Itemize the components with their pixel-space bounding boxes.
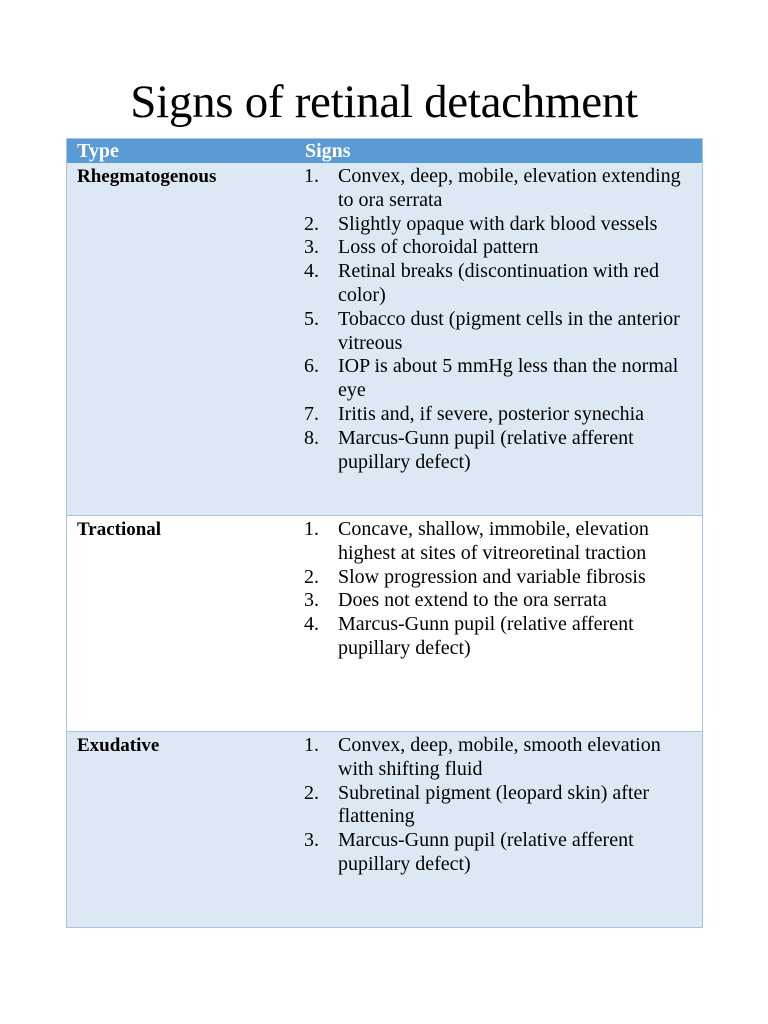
- type-cell-rhegmatogenous: Rhegmatogenous: [77, 166, 217, 187]
- header-type: Type: [77, 140, 119, 162]
- sign-text: Tobacco dust (pigment cells in the anterior vitreous: [338, 307, 680, 354]
- sign-item: [304, 308, 696, 356]
- sign-text: Slightly opaque with dark blood vessels: [338, 212, 658, 235]
- sign-item: [304, 518, 696, 566]
- signs-list-exudative: [304, 734, 696, 877]
- sign-number: 4.: [304, 260, 319, 283]
- sign-text: Loss of choroidal pattern: [338, 236, 539, 259]
- signs-list-tractional: [304, 518, 696, 661]
- sign-text: Subretinal pigment (leopard skin) after flattening: [338, 781, 650, 828]
- header-signs: Signs: [305, 140, 351, 162]
- sign-item: [304, 734, 696, 782]
- table-row-tractional: [67, 515, 702, 731]
- sign-number: 6.: [304, 355, 319, 378]
- sign-item: [304, 613, 696, 661]
- sign-item: [304, 566, 696, 590]
- type-cell-exudative: Exudative: [77, 735, 160, 756]
- page-title: Signs of retinal detachment: [130, 76, 638, 128]
- sign-item: [304, 165, 696, 213]
- table-header-row: [67, 139, 702, 163]
- sign-number: 3.: [304, 236, 319, 259]
- sign-item: [304, 355, 696, 403]
- sign-number: 1.: [304, 734, 319, 756]
- sign-number: 2.: [304, 212, 319, 235]
- sign-number: 2.: [304, 781, 319, 804]
- sign-item: [304, 427, 696, 475]
- table-row-rhegmatogenous: [67, 163, 702, 515]
- sign-text: Convex, deep, mobile, smooth elevation with shifting fluid: [338, 734, 661, 780]
- sign-number: 1.: [304, 518, 319, 540]
- sign-text: Does not extend to the ora serrata: [338, 589, 607, 612]
- sign-text: Slow progression and variable fibrosis: [338, 565, 646, 588]
- sign-text: Convex, deep, mobile, elevation extending to ora serrata: [338, 165, 681, 211]
- sign-number: 3.: [304, 589, 319, 612]
- sign-text: Concave, shallow, immobile, elevation highest at sites of vitreoretinal traction: [338, 518, 649, 564]
- sign-number: 7.: [304, 402, 319, 425]
- signs-list-rhegmatogenous: [304, 165, 696, 474]
- sign-number: 4.: [304, 613, 319, 636]
- sign-item: [304, 260, 696, 308]
- signs-table: [66, 138, 703, 928]
- sign-text: Retinal breaks (discontinuation with red color): [338, 260, 660, 306]
- sign-item: [304, 213, 696, 237]
- sign-number: 3.: [304, 829, 319, 852]
- sign-number: 8.: [304, 426, 319, 449]
- sign-number: 1.: [304, 165, 319, 187]
- sign-number: 2.: [304, 565, 319, 588]
- sign-text: Marcus-Gunn pupil (relative afferent pupillary defect): [338, 829, 634, 875]
- sign-text: Marcus-Gunn pupil (relative afferent pupillary defect): [338, 426, 634, 473]
- sign-number: 5.: [304, 307, 319, 330]
- sign-item: [304, 782, 696, 830]
- sign-item: [304, 589, 696, 613]
- sign-text: IOP is about 5 mmHg less than the normal eye: [338, 355, 679, 402]
- sign-item: [304, 236, 696, 260]
- table-row-exudative: [67, 731, 702, 927]
- sign-item: [304, 829, 696, 877]
- sign-text: Marcus-Gunn pupil (relative afferent pupillary defect): [338, 613, 634, 659]
- sign-item: [304, 403, 696, 427]
- sign-text: Iritis and, if severe, posterior synechia: [338, 402, 645, 425]
- type-cell-tractional: Tractional: [77, 519, 162, 540]
